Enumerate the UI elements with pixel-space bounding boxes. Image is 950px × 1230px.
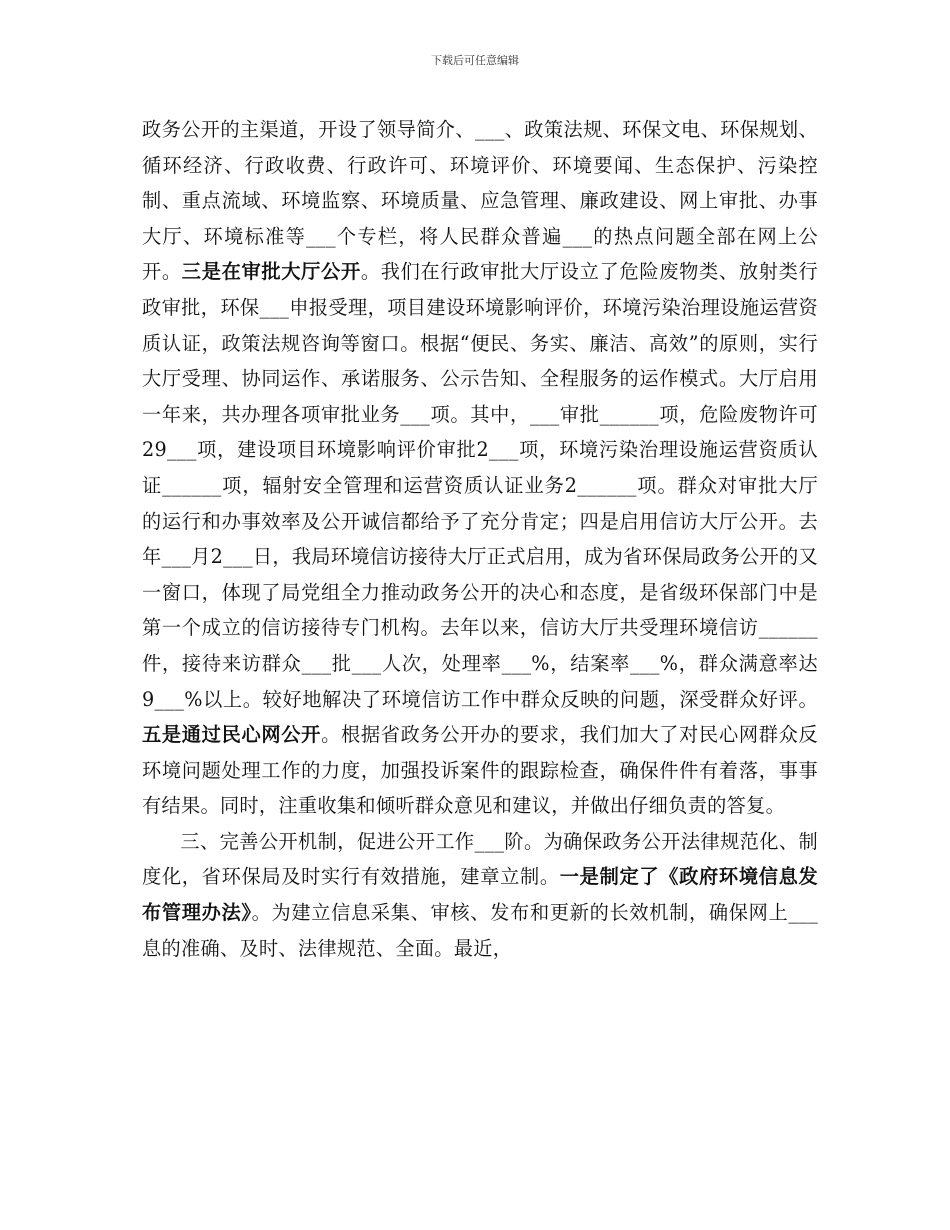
paragraph-1-text-1: 政务公开的主渠道，开设了领导简介、___、政策法规、环保文电、环保规划、循环经济、行政收费、行政许可、环境评价、环境要闻、生态保护、污染控制、重点流域、环境监察、环境质量、应急管理、廉政建设、网上审批、办事大厅、环境标准等___个专栏，将人民群众普遍___的热点问题全部在网上公开。	[142, 118, 818, 284]
paragraph-1-text-2: 。我们在行政审批大厅设立了危险废物类、放射类行政审批，环保___申报受理，项目建设环境影响评价，环境污染治理设施运营资质认证，政策法规咨询等窗口。根据“便民、务实、廉洁、高效”的原则，实行大厅受理、协同运作、承诺服务、公示告知、全程服务的运作模式。大厅启用一年来，共办理各项审批业务___项。其中，___审批______项，危险废物许可29___项，建设项目环境影响评价审批2___项，环境污染治理设施运营资质认证______项，辐射安全管理和运营资质认证业务2______项。群众对审批大厅的运行和办事效率及公开诚信都给予了充分肯定；四是启用信访大厅公开。去年___月2___日，我局环境信访接待大厅正式启用，成为省环保局政务公开的又一窗口，体现了局党组全力推动政务公开的决心和态度，是省级环保部门中是第一个成立的信访接待专门机构。去年以来，信访大厅共受理环境信访______件，接待来访群众___批___人次，处理率___%，结案率___%，群众满意率达9___%以上。较好地解决了环境信访工作中群众反映的问题，深受群众好评。	[142, 260, 818, 711]
document-body	[142, 112, 818, 966]
paragraph-1-bold-2: 五是通过民心网公开	[142, 723, 322, 747]
paragraph-1	[142, 112, 818, 824]
paragraph-1-bold-1: 三是在审批大厅公开	[181, 260, 361, 284]
paragraph-2-bold-1: 一是制定了《政府环境信息发布管理办法》	[142, 865, 818, 925]
paragraph-2	[142, 824, 818, 966]
paragraph-2-text-2: 。为建立信息采集、审核、发布和更新的长效机制，确保网上___息的准确、及时、法律规范、全面。最近，	[142, 901, 819, 960]
page-header: 下载后可任意编辑	[431, 54, 519, 67]
paragraph-2-text-1: 三、完善公开机制，促进公开工作___阶。为确保政务公开法律规范化、制度化，省环保局及时实行有效措施，建章立制。	[142, 829, 818, 889]
paragraph-1-text-3: 。根据省政务公开办的要求，我们加大了对民心网群众反环境问题处理工作的力度，加强投诉案件的跟踪检查，确保件件有着落，事事有结果。同时，注重收集和倾听群众意见和建议，并做出仔细负责的答复。	[142, 723, 819, 818]
